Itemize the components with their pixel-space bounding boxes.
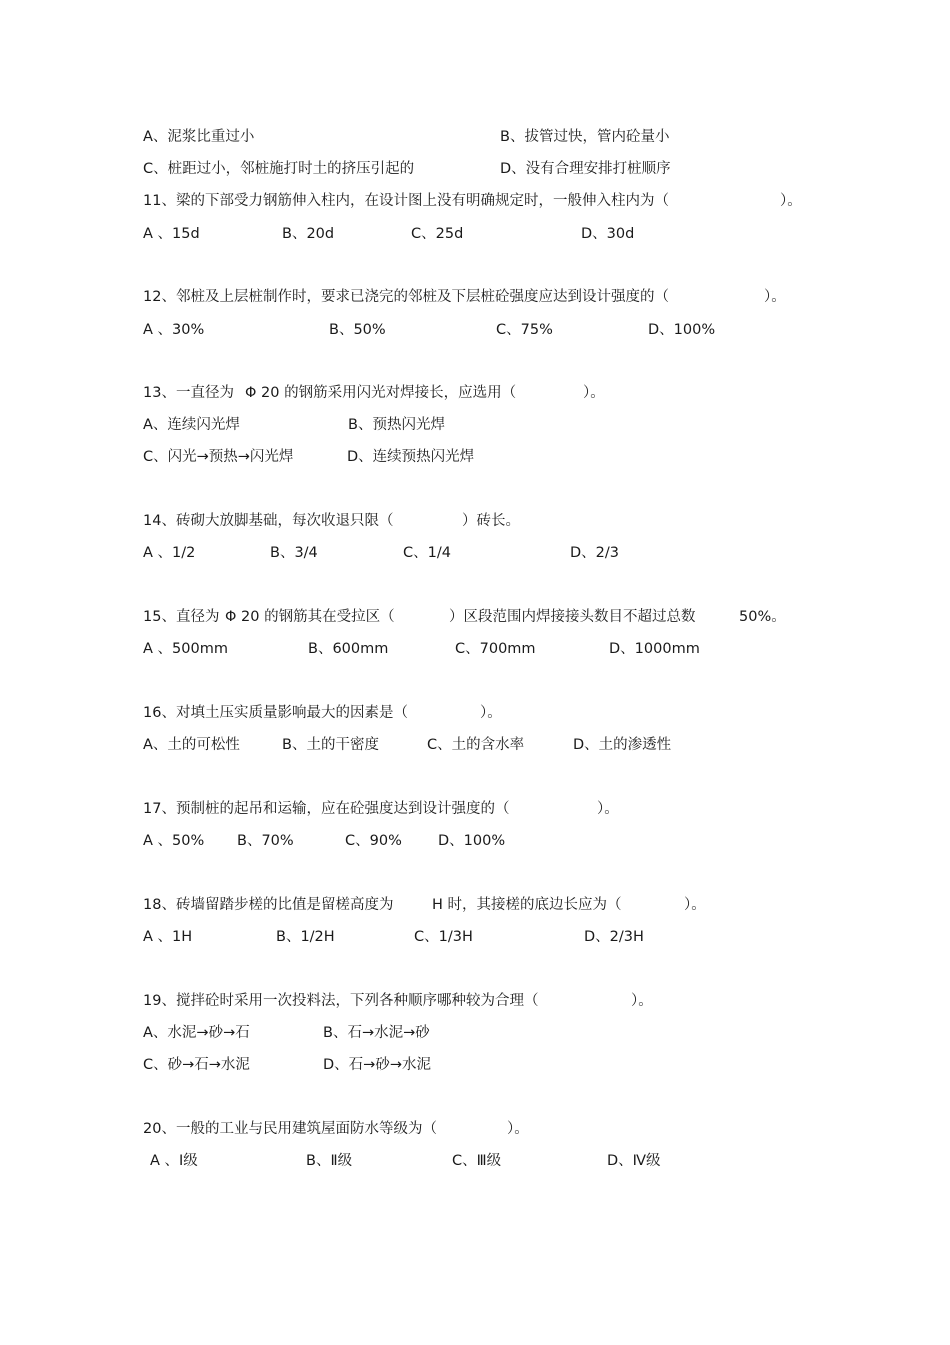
option-line	[0, 159, 950, 179]
option-b: B、预热闪光焊	[348, 417, 445, 433]
option-a: A 、1/2	[143, 545, 196, 561]
option-c: C、75%	[496, 322, 553, 338]
option-line	[0, 1055, 950, 1075]
option-b: B、3/4	[270, 545, 318, 561]
option-d: D、1000mm	[609, 641, 700, 657]
option-line	[0, 1023, 950, 1043]
option-line	[0, 639, 950, 659]
question-text-2: Φ 20 的钢筋其在受拉区（	[225, 609, 395, 625]
option-c: C、90%	[345, 833, 402, 849]
question-text: 16、对填土压实质量影响最大的因素是（	[143, 705, 408, 721]
option-b: B、Ⅱ级	[306, 1153, 353, 1169]
question-text: 20、一般的工业与民用建筑屋面防水等级为（	[143, 1121, 437, 1137]
option-c: C、700mm	[455, 641, 536, 657]
option-a: A 、Ⅰ级	[150, 1153, 198, 1169]
option-b: B、20d	[282, 226, 335, 242]
option-b: B、70%	[237, 833, 294, 849]
option-d: D、2/3	[570, 545, 620, 561]
question-text-end: ）。	[631, 993, 653, 1009]
option-d: D、土的渗透性	[573, 737, 672, 753]
question-text-3: ）区段范围内焊接接头数目不超过总数	[449, 609, 696, 625]
question-text-end: ）。	[480, 705, 502, 721]
question-text: 11、梁的下部受力钢筋伸入柱内，在设计图上没有明确规定时，一般伸入柱内为（	[143, 193, 669, 209]
option-line	[0, 927, 950, 947]
option-d: D、连续预热闪光焊	[347, 449, 475, 465]
option-c: C、Ⅲ级	[452, 1153, 502, 1169]
option-c: C、25d	[411, 226, 464, 242]
option-a: A 、30%	[143, 322, 205, 338]
question-text-end: ）。	[684, 897, 706, 913]
option-c: C、闪光→预热→闪光焊	[143, 449, 294, 465]
question-text-end: ）。	[764, 289, 786, 305]
question-text: 19、搅拌砼时采用一次投料法，下列各种顺序哪种较为合理（	[143, 993, 539, 1009]
option-b: B、50%	[329, 322, 386, 338]
option-a: A 、500mm	[143, 641, 228, 657]
question-12	[0, 287, 950, 307]
option-line	[0, 735, 950, 755]
question-text: 18、砖墙留踏步槎的比值是留槎高度为	[143, 897, 394, 913]
question-13	[0, 383, 950, 403]
option-a: A 、50%	[143, 833, 205, 849]
option-c: C、桩距过小，邻桩施打时土的挤压引起的	[143, 161, 415, 177]
option-line	[0, 415, 950, 435]
option-a: A、水泥→砂→石	[143, 1025, 250, 1041]
option-d: D、100%	[438, 833, 506, 849]
option-d: D、石→砂→水泥	[323, 1057, 431, 1073]
question-11	[0, 191, 950, 211]
question-text-end: 50%。	[739, 609, 786, 625]
question-text: 17、预制桩的起吊和运输，应在砼强度达到设计强度的（	[143, 801, 510, 817]
question-20	[0, 1119, 950, 1139]
option-c: C、1/3H	[414, 929, 473, 945]
question-text: 12、邻桩及上层桩制作时，要求已浇完的邻桩及下层桩砼强度应达到设计强度的（	[143, 289, 669, 305]
question-18	[0, 895, 950, 915]
option-a: A、土的可松性	[143, 737, 240, 753]
option-c: C、1/4	[403, 545, 451, 561]
question-text: 14、砖砌大放脚基础，每次收退只限（	[143, 513, 394, 529]
question-text: 13、一直径为	[143, 385, 234, 401]
question-text-end: ）砖长。	[462, 513, 520, 529]
question-text-end: ）。	[507, 1121, 529, 1137]
question-19	[0, 991, 950, 1011]
option-b: B、石→水泥→砂	[323, 1025, 430, 1041]
question-14	[0, 511, 950, 531]
option-line	[0, 447, 950, 467]
option-line	[0, 543, 950, 563]
question-text: 15、直径为	[143, 609, 220, 625]
option-c: C、砂→石→水泥	[143, 1057, 250, 1073]
question-text-end: ）。	[583, 385, 605, 401]
question-text-2: H 时，其接槎的底边长应为（	[432, 897, 622, 913]
question-17	[0, 799, 950, 819]
question-text-end: ）。	[597, 801, 619, 817]
question-16	[0, 703, 950, 723]
option-d: D、100%	[648, 322, 716, 338]
option-a: A 、1H	[143, 929, 193, 945]
option-line	[0, 1151, 950, 1171]
option-b: B、土的干密度	[282, 737, 379, 753]
option-d: D、Ⅳ级	[607, 1153, 661, 1169]
option-line	[0, 320, 950, 340]
question-15	[0, 607, 950, 627]
question-text-2: Φ 20 的钢筋采用闪光对焊接长，应选用（	[245, 385, 517, 401]
option-line	[0, 224, 950, 244]
question-text-end: ）。	[780, 193, 802, 209]
option-b: B、600mm	[308, 641, 389, 657]
option-d: D、30d	[581, 226, 635, 242]
option-b: B、拔管过快，管内砼量小	[500, 129, 670, 145]
option-a: A 、15d	[143, 226, 200, 242]
option-b: B、1/2H	[276, 929, 335, 945]
option-d: D、2/3H	[584, 929, 644, 945]
option-line	[0, 831, 950, 851]
option-line	[0, 127, 950, 147]
option-a: A、连续闪光焊	[143, 417, 240, 433]
option-d: D、没有合理安排打桩顺序	[500, 161, 671, 177]
option-c: C、土的含水率	[427, 737, 525, 753]
option-a: A、泥浆比重过小	[143, 129, 255, 145]
